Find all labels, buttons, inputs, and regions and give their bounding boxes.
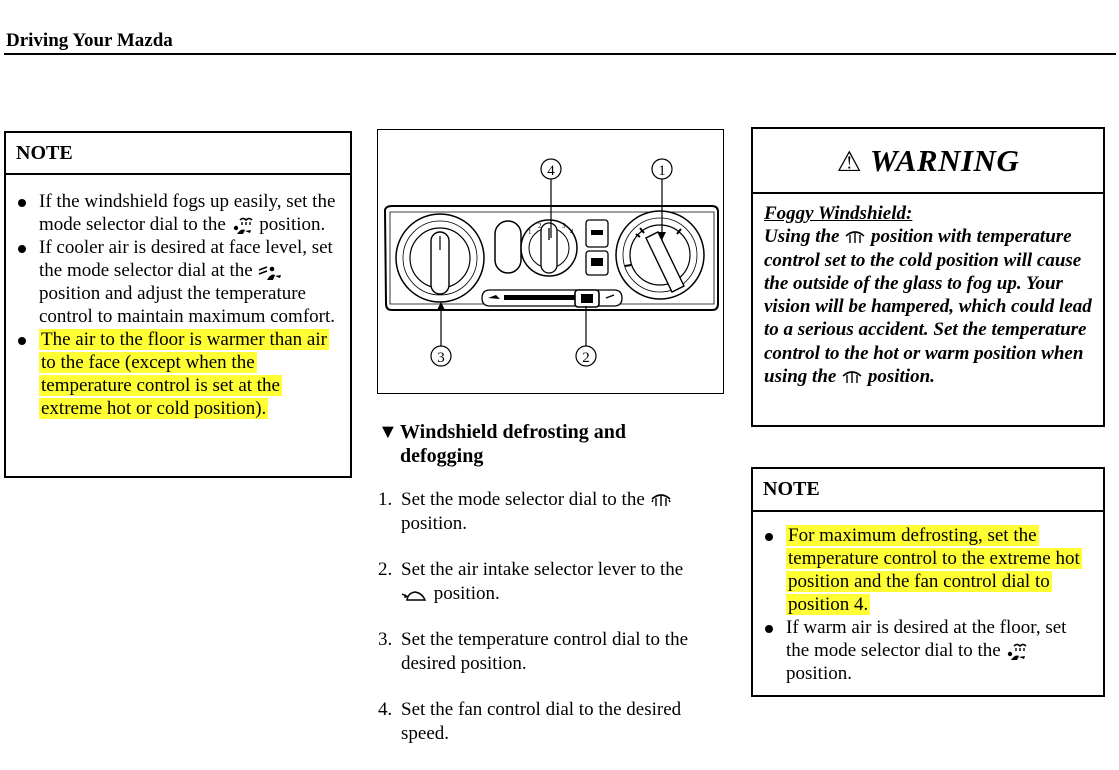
- section-heading: [378, 420, 708, 468]
- note-text: If the windshield fogs up easily, set the mode selector dial to the: [39, 191, 336, 235]
- temperature-dial: [396, 214, 484, 302]
- fan-speed-label: 1: [528, 228, 532, 236]
- note-box-left: [4, 131, 352, 478]
- warning-text: position.: [863, 366, 935, 388]
- warning-text: Using the: [764, 226, 845, 248]
- step-item: [378, 558, 723, 606]
- step-text: Set the air intake selector lever to the: [401, 559, 688, 580]
- note-box-right: [751, 467, 1105, 697]
- callout-label: 4: [547, 163, 555, 179]
- warning-text: position with temperature control set to the cold position will cause the outside of the glass to fog up. Your vision will be hampered, which could lead to a serious accident. Set the temperature control to the hot or warm position when using the: [764, 226, 1092, 388]
- control-panel-illustration: [378, 130, 725, 395]
- fan-speed-label: 2: [538, 222, 542, 230]
- step-number: 1.: [378, 489, 393, 510]
- defrost-icon: [650, 493, 672, 509]
- fan-speed-label: 3: [562, 222, 566, 230]
- step-text: Set the fan control dial to the desired speed.: [401, 699, 682, 744]
- step-item: [378, 488, 723, 536]
- step-text: Set the temperature control dial to the desired position.: [401, 629, 689, 674]
- warning-heading: [753, 129, 1103, 194]
- step-text: position.: [429, 583, 500, 604]
- warning-body: [753, 194, 1103, 388]
- section-heading-line1: Windshield defrosting and: [400, 421, 627, 443]
- defrost-icon: [844, 230, 866, 246]
- highlighted-note-text: The air to the floor is warmer than air to the face (except when the temperature control is set at the extreme hot or cold position).: [41, 329, 327, 419]
- callout-label: 1: [658, 163, 666, 179]
- climate-control-diagram: [377, 129, 724, 394]
- step-item: [378, 698, 723, 746]
- warning-icon: ⚠: [836, 145, 863, 178]
- callout-4: [541, 159, 561, 179]
- note-text: position.: [786, 663, 852, 684]
- step-text: Set the mode selector dial to the: [401, 489, 650, 510]
- mode-dial: [616, 211, 704, 299]
- step-number: 2.: [378, 559, 393, 580]
- list-item: [753, 524, 1093, 616]
- highlighted-note-text: For maximum defrosting, set the temperature control to the extreme hot position and the fan control dial to position 4.: [788, 525, 1080, 615]
- list-item: [753, 616, 1093, 685]
- warning-box: [751, 127, 1105, 427]
- fan-speed-label: 4: [570, 228, 574, 236]
- note-text: If cooler air is desired at face level, set the mode selector dial at the: [39, 237, 333, 281]
- callout-2: [576, 346, 596, 366]
- step-number: 4.: [378, 699, 393, 720]
- callout-label: 2: [582, 350, 590, 366]
- list-item: [6, 328, 342, 420]
- note-text: If warm air is desired at the floor, set the mode selector dial to the: [786, 617, 1067, 661]
- callout-1: [652, 159, 672, 179]
- note-heading: NOTE: [6, 133, 350, 175]
- fan-dial: [521, 220, 577, 276]
- step-item: [378, 628, 723, 676]
- section-marker: ▼: [378, 421, 398, 443]
- procedure-steps: [378, 488, 723, 768]
- note-heading: NOTE: [753, 469, 1103, 512]
- step-number: 3.: [378, 629, 393, 650]
- defrost-floor-icon: [1005, 642, 1029, 662]
- outside-air-icon: [401, 588, 429, 602]
- face-floor-icon: [257, 262, 283, 282]
- step-text: position.: [401, 513, 467, 534]
- note-text: position and adjust the temperature control to maintain maximum comfort.: [39, 283, 336, 327]
- defrost-icon: [841, 370, 863, 386]
- warning-title: WARNING: [869, 143, 1020, 178]
- section-heading-line2: defogging: [400, 445, 484, 467]
- list-item: [6, 236, 342, 328]
- air-intake-lever: [482, 290, 622, 307]
- warning-subtitle: Foggy Windshield:: [764, 203, 913, 224]
- header-rule: [4, 53, 1116, 55]
- page-title: Driving Your Mazda: [6, 30, 173, 51]
- callout-3: [431, 346, 451, 366]
- list-item: [6, 190, 342, 236]
- defrost-floor-icon: [231, 216, 255, 236]
- callout-label: 3: [437, 350, 445, 366]
- note-text: position.: [254, 214, 326, 235]
